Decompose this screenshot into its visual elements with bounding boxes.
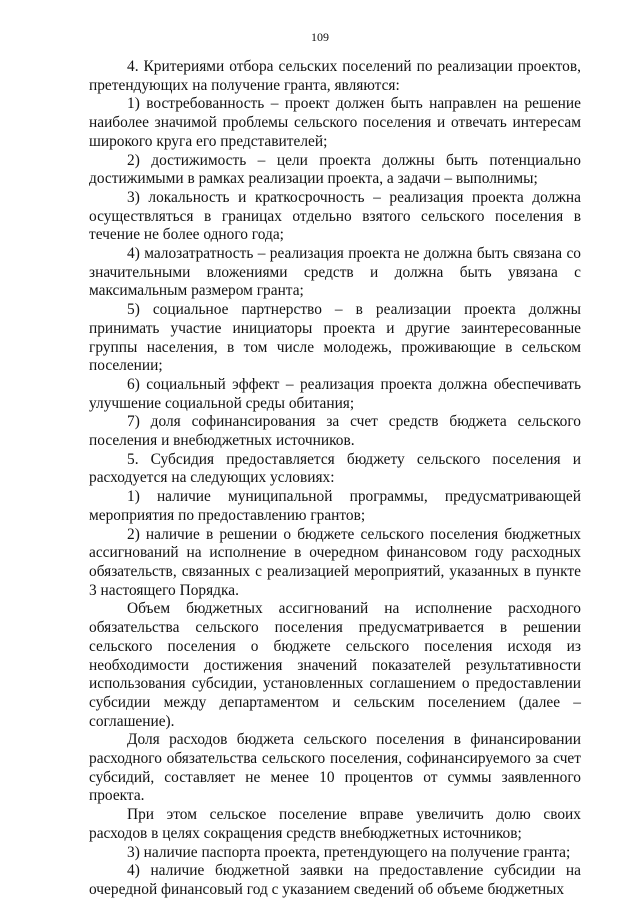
- paragraph-low-cost: 4) малозатратность – реализация проекта не должна быть связана со значительными вложениями средств и должна быть увязана с максимальным размером гранта;: [89, 245, 581, 300]
- paragraph-cofinancing: 7) доля софинансирования за счет средств бюджета сельского поселения и внебюджетных источников.: [89, 413, 581, 450]
- paragraph-demand: 1) востребованность – проект должен быть направлен на решение наиболее значимой проблемы сельского поселения и отвечать интересам широкого круга его представителей;: [89, 95, 581, 150]
- paragraph-allocation-volume: Объем бюджетных ассигнований на исполнение расходного обязательства сельского поселения предусматривается в решении сельского поселения о бюджете сельского поселения исходя из необходимости достижения значений показателей результативности использования субсидии, установленных соглашением о предоставлении субсидии между департаментом и сельским поселением (далее – соглашение).: [89, 600, 581, 730]
- document-body: [89, 58, 581, 900]
- paragraph-municipal-program: 1) наличие муниципальной программы, предусматривающей мероприятия по предоставлению грантов;: [89, 488, 581, 524]
- paragraph-achievability: 2) достижимость – цели проекта должны быть потенциально достижимыми в рамках реализации проекта, а задачи – выполнимы;: [89, 151, 581, 188]
- paragraph-increase-share: При этом сельское поселение вправе увеличить долю своих расходов в целях сокращения средств внебюджетных источников;: [89, 806, 581, 842]
- paragraph-locality: 3) локальность и краткосрочность – реализация проекта должна осуществляться в границах отдельно взятого сельского поселения в течение не более одного года;: [89, 188, 581, 244]
- paragraph-social-effect: 6) социальный эффект – реализация проекта должна обеспечивать улучшение социальной среды обитания;: [89, 375, 581, 412]
- paragraph-criteria-intro: 4. Критериями отбора сельских поселений по реализации проектов, претендующих на получение гранта, являются:: [89, 58, 581, 94]
- paragraph-budget-allocations: 2) наличие в решении о бюджете сельского поселения бюджетных ассигнований на исполнение в очередном финансовом году расходных обязательств, связанных с реализацией мероприятий, указанных в пункте 3 настоящего Порядка.: [89, 525, 581, 599]
- paragraph-budget-request: 4) наличие бюджетной заявки на предоставление субсидии на очередной финансовый год с указанием сведений об объеме бюджетных: [89, 862, 581, 898]
- paragraph-expense-share: Доля расходов бюджета сельского поселения в финансировании расходного обязательства сельского поселения, софинансируемого за счет субсидий, составляет не менее 10 процентов от суммы заявленного проекта.: [89, 731, 581, 805]
- paragraph-subsidy-conditions: 5. Субсидия предоставляется бюджету сельского поселения и расходуется на следующих условиях:: [89, 450, 581, 487]
- paragraph-partnership: 5) социальное партнерство – в реализации проекта должны принимать участие инициаторы проекта и другие заинтересованные группы населения, в том числе молодежь, проживающие в сельском поселении;: [89, 301, 581, 375]
- page-number: 109: [311, 30, 329, 44]
- paragraph-project-passport: 3) наличие паспорта проекта, претендующего на получение гранта;: [127, 843, 571, 861]
